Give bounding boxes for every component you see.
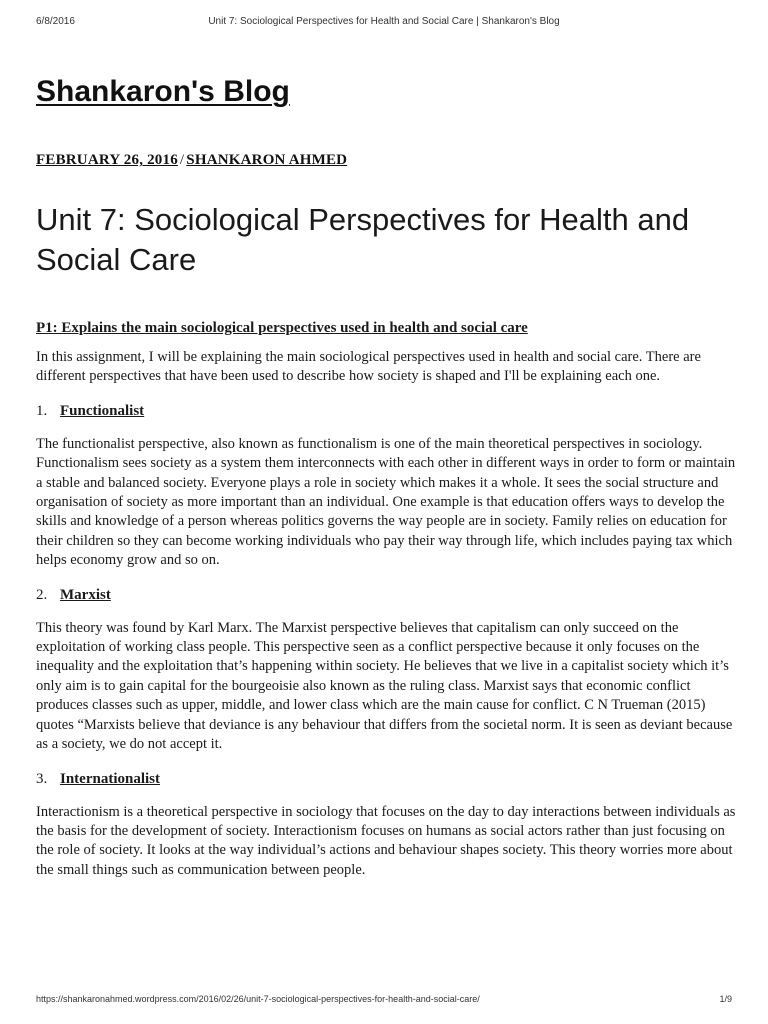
- print-url: https://shankaronahmed.wordpress.com/2016/02/26/unit-7-sociological-perspectives-for-health-and-social-care/: [36, 994, 480, 1004]
- site-title: [36, 72, 736, 112]
- section-heading-label: Functionalist: [60, 402, 145, 419]
- post-meta: [36, 150, 736, 170]
- section-subheading: P1: Explains the main sociological perspectives used in health and social care: [36, 320, 528, 336]
- print-date: 6/8/2016: [36, 16, 75, 27]
- list-number: 2.: [36, 586, 48, 603]
- section-heading-label: Internationalist: [60, 770, 161, 787]
- interactionism-paragraph: Interactionism is a theoretical perspective in sociology that focuses on the day to day interactions between individuals as the basis for the development of society. Interactionism focuses on humans as social actors rather than just focusing on the role of society. It looks at the way individual’s actions and behaviour shapes society. This theory worries more about the small things such as communication between people.: [36, 803, 736, 878]
- page-number: 1/9: [719, 994, 732, 1004]
- section-heading-marxist: [36, 585, 736, 605]
- functionalist-paragraph: The functionalist perspective, also known as functionalism is one of the main theoretical perspectives in sociology. Functionalism sees society as a system them interconnects with each other in different ways in order to form or maintain a stable and balanced society. Everyone plays a role in society which makes it a whole. It sees the social structure and organisation of society as more important than an individual. One example is that education offers ways to develop the skills and knowledge of a person whereas politics governs the way people are in society. Family relies on education for their children so they can become working individuals who pay their way through life, which includes paying tax which helps economy grow and so on.: [36, 435, 736, 569]
- print-footer: [36, 994, 732, 1008]
- intro-paragraph: In this assignment, I will be explaining the main sociological perspectives used in health and social care. There are different perspectives that have been used to describe how society is shaped and I'll be explaining each one.: [36, 349, 701, 385]
- print-header: [36, 16, 732, 30]
- section-heading-functionalist: [36, 401, 736, 421]
- list-number: 3.: [36, 770, 48, 787]
- article: [36, 72, 736, 880]
- meta-separator: /: [179, 152, 185, 168]
- post-title: Unit 7: Sociological Perspectives for Health and Social Care: [36, 202, 690, 277]
- section-heading-label: Marxist: [60, 586, 111, 603]
- list-number: 1.: [36, 402, 48, 419]
- print-page-title: Unit 7: Sociological Perspectives for Health and Social Care | Shankaron's Blog: [208, 16, 560, 27]
- site-title-link[interactable]: Shankaron's Blog: [36, 75, 290, 108]
- post-author-link[interactable]: SHANKARON AHMED: [186, 152, 348, 168]
- section-heading-internationalist: [36, 769, 736, 789]
- marxist-paragraph: This theory was found by Karl Marx. The Marxist perspective believes that capitalism can only succeed on the exploitation of working class people. This perspective seen as a conflict perspective because it only focuses on the inequality and the exploitation that’s happening within society. He believes that we live in a capitalist society which it’s only aim is to gain capital for the bourgeoisie also known as the ruling class. Marxist says that economic conflict produces classes such as upper, middle, and lower class which are the main cause for conflict. C N Trueman (2015) quotes “Marxists believe that deviance is any behaviour that differs from the societal norm. It is seen as deviant because as a society, we do not accept it.: [36, 619, 733, 753]
- post-date-link[interactable]: FEBRUARY 26, 2016: [36, 152, 178, 168]
